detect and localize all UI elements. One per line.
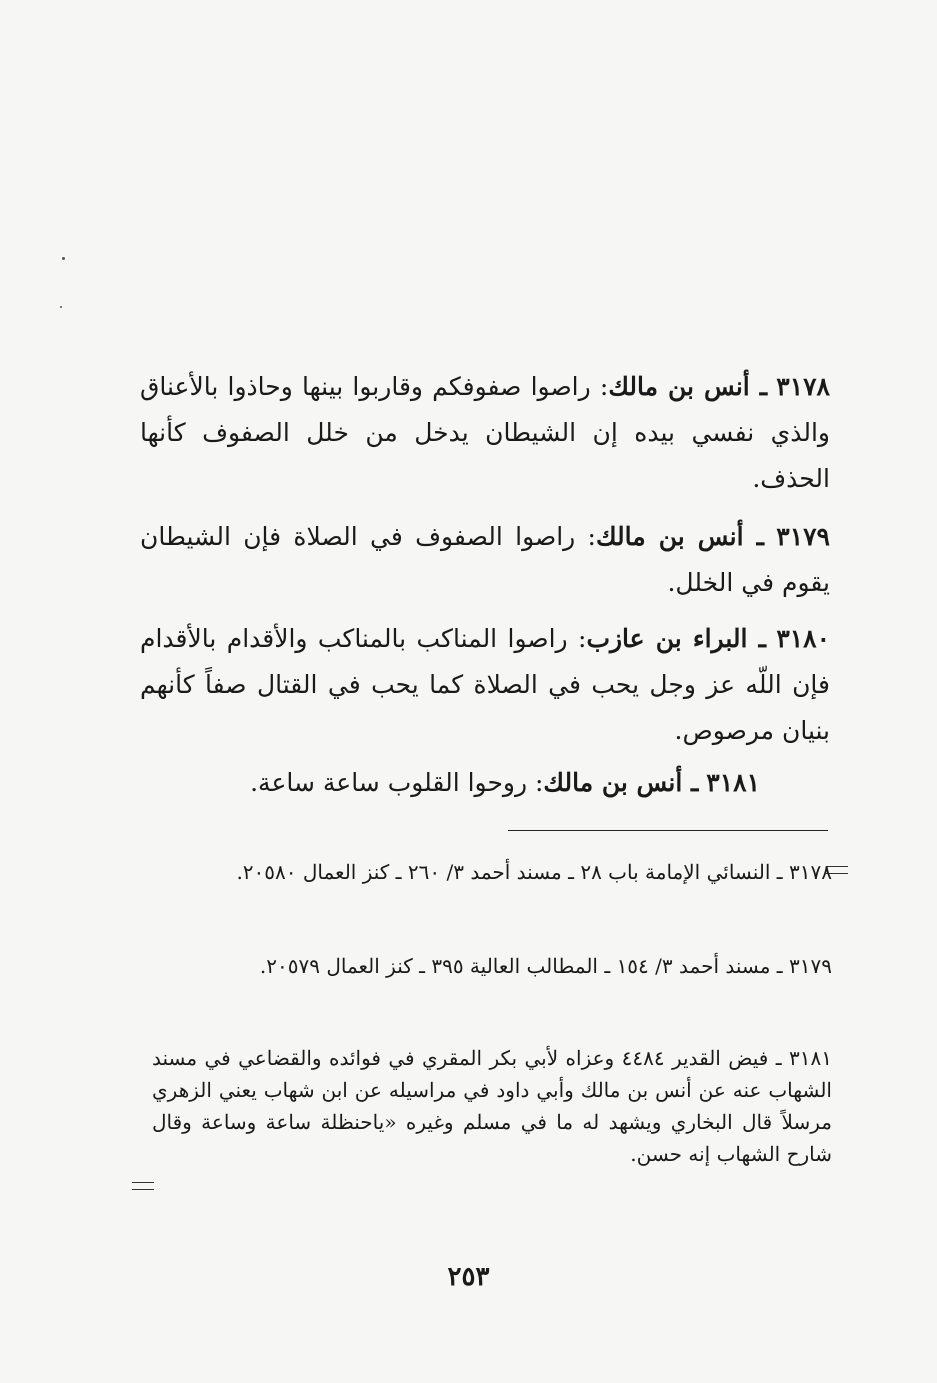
footnote-text: مسند أحمد ٣/ ١٥٤ ـ المطالب العالية ٣٩٥ ـ كنز العمال ٢٠٥٧٩. bbox=[259, 954, 771, 978]
hadith-entry-3181: ٣١٨١ ـ أنس بن مالك: روحوا القلوب ساعة ساعة. bbox=[250, 768, 760, 797]
hadith-number: ٣١٧٨ bbox=[776, 372, 830, 401]
hadith-text: روحوا القلوب ساعة ساعة. bbox=[250, 768, 528, 797]
footnote-3181: ٣١٨١ ـ فيض القدير ٤٤٨٤ وعزاه لأبي بكر المقري في فوائده والقضاعي في مسند الشهاب عنه عن أنس بن مالك وأبي داود في مراسيله عن ابن شهاب يعني الزهري مرسلاً قال البخاري ويشهد له ما في مسلم وغيره «ياحنظلة ساعة وساعة وقال شارح الشهاب إنه حسن. bbox=[152, 1046, 832, 1166]
scan-speck bbox=[62, 257, 65, 260]
footnote-3179: ٣١٧٩ ـ مسند أحمد ٣/ ١٥٤ ـ المطالب العالية ٣٩٥ ـ كنز العمال ٢٠٥٧٩. bbox=[259, 954, 832, 978]
footnote-number: ٣١٧٩ bbox=[789, 954, 832, 978]
footnote-number: ٣١٨١ bbox=[789, 1046, 832, 1070]
footnote-number: ٣١٧٨ bbox=[789, 860, 832, 884]
footnote-text: فيض القدير ٤٤٨٤ وعزاه لأبي بكر المقري في فوائده والقضاعي في مسند الشهاب عنه عن أنس بن مالك وأبي داود في مراسيله عن ابن شهاب يعني الزهري مرسلاً قال البخاري ويشهد له ما في مسلم وغيره «ياحنظلة ساعة وساعة وقال شارح الشهاب إنه حسن. bbox=[152, 1046, 832, 1166]
hadith-entry-3179: ٣١٧٩ ـ أنس بن مالك: راصوا الصفوف في الصلاة فإن الشيطان يقوم في الخلل. bbox=[140, 522, 830, 597]
hadith-text: راصوا صفوفكم وقاربوا بينها وحاذوا بالأعناق والذي نفسي بيده إن الشيطان يدخل من خلل الصفوف كأنها الحذف. bbox=[140, 372, 830, 493]
footnote-marker bbox=[132, 1182, 154, 1190]
footnote-separator bbox=[508, 830, 828, 831]
hadith-text: راصوا الصفوف في الصلاة فإن الشيطان يقوم في الخلل. bbox=[140, 522, 830, 597]
hadith-entry-3178: ٣١٧٨ ـ أنس بن مالك: راصوا صفوفكم وقاربوا بينها وحاذوا بالأعناق والذي نفسي بيده إن الشيطان يدخل من خلل الصفوف كأنها الحذف. bbox=[140, 372, 830, 493]
narrator-name: أنس بن مالك bbox=[595, 522, 744, 551]
page-number: ٢٥٣ bbox=[447, 1262, 490, 1292]
scan-speck bbox=[60, 306, 62, 308]
hadith-number: ٣١٧٩ bbox=[776, 522, 830, 551]
narrator-name: أنس بن مالك bbox=[543, 768, 683, 797]
footnote-text: النسائي الإمامة باب ٢٨ ـ مسند أحمد ٣/ ٢٦٠ ـ كنز العمال ٢٠٥٨٠. bbox=[236, 860, 771, 884]
hadith-number: ٣١٨٠ bbox=[776, 624, 831, 653]
footnote-3178: ٣١٧٨ ـ النسائي الإمامة باب ٢٨ ـ مسند أحمد ٣/ ٢٦٠ ـ كنز العمال ٢٠٥٨٠. bbox=[236, 860, 832, 884]
narrator-name: البراء بن عازب bbox=[586, 624, 748, 653]
narrator-name: أنس بن مالك bbox=[608, 372, 750, 401]
hadith-number: ٣١٨١ bbox=[706, 768, 760, 797]
hadith-entry-3180: ٣١٨٠ ـ البراء بن عازب: راصوا المناكب بالمناكب والأقدام بالأقدام فإن اللّه عز وجل يحب في الصلاة كما يحب في القتال صفاً كأنهم بنيان مرصوص. bbox=[140, 624, 831, 745]
hadith-text: راصوا المناكب بالمناكب والأقدام بالأقدام فإن اللّه عز وجل يحب في الصلاة كما يحب في القتال صفاً كأنهم بنيان مرصوص. bbox=[140, 624, 830, 745]
